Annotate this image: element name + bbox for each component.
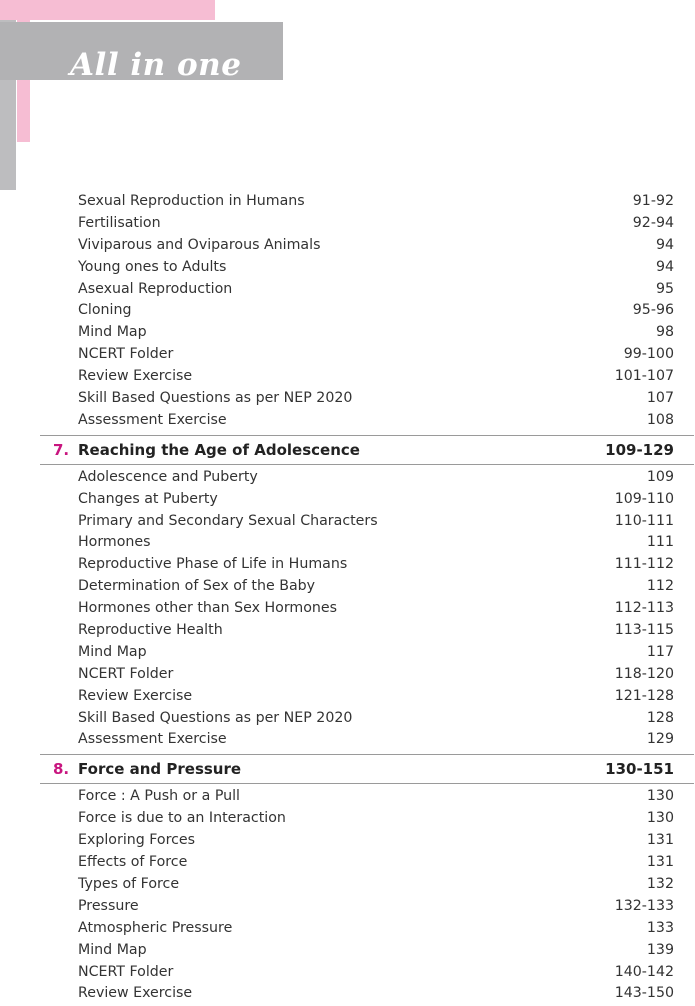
- toc-entry-title: Young ones to Adults: [78, 258, 227, 275]
- toc-entry-pages: 121-128: [614, 687, 674, 704]
- toc-entry[interactable]: [40, 214, 694, 236]
- toc-entry-pages: 131: [646, 854, 674, 871]
- toc-entry[interactable]: [40, 577, 694, 599]
- table-of-contents: [40, 192, 694, 1006]
- toc-entry-title: Types of Force: [78, 875, 180, 892]
- toc-entry-title: Skill Based Questions as per NEP 2020: [78, 390, 353, 407]
- toc-entry[interactable]: [40, 490, 694, 512]
- toc-entry-pages: 128: [646, 709, 674, 726]
- toc-entry[interactable]: [40, 809, 694, 831]
- toc-entry-pages: 140-142: [614, 963, 674, 980]
- toc-entry-title: Pressure: [78, 897, 139, 914]
- toc-entry[interactable]: [40, 831, 694, 853]
- chapter-pages: 109-129: [605, 440, 674, 459]
- toc-entry-title: Effects of Force: [78, 854, 188, 871]
- toc-entry-title: Mind Map: [78, 643, 147, 660]
- toc-entry[interactable]: [40, 621, 694, 643]
- toc-entry-title: Hormones: [78, 534, 151, 551]
- toc-entry-pages: 143-150: [614, 985, 674, 1002]
- toc-entry-title: Assessment Exercise: [78, 411, 227, 428]
- toc-entry[interactable]: [40, 468, 694, 490]
- toc-entry-pages: 101-107: [614, 368, 674, 385]
- toc-entry-title: Hormones other than Sex Hormones: [78, 600, 338, 617]
- toc-entry-pages: 113-115: [614, 622, 674, 639]
- toc-entry[interactable]: [40, 665, 694, 687]
- toc-entry-title: Adolescence and Puberty: [78, 468, 258, 485]
- chapter-8-entries: [40, 787, 694, 1006]
- toc-entry[interactable]: [40, 258, 694, 280]
- toc-entry-pages: 109-110: [614, 490, 674, 507]
- toc-entry[interactable]: [40, 301, 694, 323]
- toc-entry-pages: 132: [646, 875, 674, 892]
- toc-entry-title: Force is due to an Interaction: [78, 810, 286, 827]
- toc-entry[interactable]: [40, 897, 694, 919]
- brand-logo: All in one: [70, 47, 242, 83]
- toc-entry-title: Sexual Reproduction in Humans: [78, 193, 305, 209]
- toc-entry-pages: 95-96: [632, 302, 674, 319]
- toc-entry[interactable]: [40, 323, 694, 345]
- toc-entry[interactable]: [40, 512, 694, 534]
- toc-entry[interactable]: [40, 533, 694, 555]
- toc-entry[interactable]: [40, 787, 694, 809]
- toc-entry-pages: 112-113: [614, 600, 674, 617]
- toc-entry-title: Cloning: [78, 302, 132, 319]
- brand-tagline: COMPLETE STUDY | COMPLETE PRACTICE | COMPLETE ASSESSMENT: [71, 88, 276, 94]
- toc-entry[interactable]: [40, 963, 694, 985]
- chapter-7-entries: [40, 468, 694, 753]
- toc-entry-title: Changes at Puberty: [78, 490, 218, 507]
- chapter-pages: 130-151: [605, 760, 674, 779]
- chapter-heading-7[interactable]: [40, 435, 694, 465]
- toc-entry-pages: 94: [655, 236, 674, 253]
- toc-entry-title: Reproductive Phase of Life in Humans: [78, 556, 348, 573]
- toc-entry[interactable]: [40, 853, 694, 875]
- toc-entry[interactable]: [40, 555, 694, 577]
- toc-entry-pages: 112: [646, 578, 674, 595]
- chapter-number: 7.: [53, 440, 70, 459]
- toc-entry-title: Fertilisation: [78, 214, 161, 231]
- toc-entry-title: NCERT Folder: [78, 346, 174, 363]
- toc-entry-title: Primary and Secondary Sexual Characters: [78, 512, 378, 529]
- chapter-title: Force and Pressure: [78, 760, 242, 779]
- toc-entry-title: Skill Based Questions as per NEP 2020: [78, 709, 353, 726]
- toc-entry-pages: 139: [646, 941, 674, 958]
- toc-entry-title: Reproductive Health: [78, 622, 223, 639]
- toc-entry[interactable]: [40, 687, 694, 709]
- toc-entry[interactable]: [40, 643, 694, 665]
- toc-entry[interactable]: [40, 367, 694, 389]
- toc-entry[interactable]: [40, 192, 694, 214]
- toc-entry-title: Force : A Push or a Pull: [78, 788, 240, 805]
- toc-entry-pages: 107: [646, 390, 674, 407]
- toc-entry-pages: 111-112: [614, 556, 674, 573]
- toc-entry[interactable]: [40, 709, 694, 731]
- toc-entry-title: Review Exercise: [78, 985, 193, 1002]
- toc-entry-title: Review Exercise: [78, 687, 193, 704]
- toc-entry-pages: 92-94: [632, 214, 674, 231]
- toc-entry-pages: 130: [646, 810, 674, 827]
- toc-entry-pages: 108: [646, 411, 674, 428]
- toc-entry-pages: 132-133: [614, 897, 674, 914]
- toc-entry[interactable]: [40, 345, 694, 367]
- toc-entry-pages: 110-111: [614, 512, 674, 529]
- toc-entry-title: NCERT Folder: [78, 665, 174, 682]
- toc-entry-pages: 98: [655, 324, 674, 341]
- toc-entry-title: Assessment Exercise: [78, 731, 227, 748]
- toc-entry[interactable]: [40, 730, 694, 752]
- toc-entry-title: Viviparous and Oviparous Animals: [78, 236, 321, 253]
- toc-entry[interactable]: [40, 280, 694, 302]
- toc-entry[interactable]: [40, 389, 694, 411]
- toc-entry-title: Atmospheric Pressure: [78, 919, 233, 936]
- toc-entry-pages: 118-120: [614, 665, 674, 682]
- chapter-heading-8[interactable]: [40, 754, 694, 784]
- toc-entry-pages: 130: [646, 788, 674, 805]
- toc-entry-title: Review Exercise: [78, 368, 193, 385]
- toc-entry-pages: 95: [655, 280, 674, 297]
- toc-entry-title: Mind Map: [78, 324, 147, 341]
- toc-entry[interactable]: [40, 875, 694, 897]
- toc-entry-pages: 94: [655, 258, 674, 275]
- toc-entry[interactable]: [40, 236, 694, 258]
- toc-entry-pages: 129: [646, 731, 674, 748]
- toc-entry-pages: 109: [646, 468, 674, 485]
- toc-entry[interactable]: [40, 919, 694, 941]
- toc-entry-pages: 99-100: [623, 346, 674, 363]
- previous-chapter-entries: [40, 192, 694, 433]
- chapter-title: Reaching the Age of Adolescence: [78, 440, 360, 459]
- brand-logo-box: [0, 22, 283, 94]
- toc-entry[interactable]: [40, 941, 694, 963]
- toc-entry-pages: 117: [646, 643, 674, 660]
- toc-entry-pages: 133: [646, 919, 674, 936]
- toc-entry-title: Determination of Sex of the Baby: [78, 578, 316, 595]
- toc-entry[interactable]: [40, 599, 694, 621]
- toc-entry[interactable]: [40, 984, 694, 1006]
- toc-entry-pages: 91-92: [632, 193, 674, 209]
- header-pink-bar: [0, 0, 215, 20]
- toc-entry-pages: 111: [646, 534, 674, 551]
- chapter-number: 8.: [53, 760, 70, 779]
- toc-entry-title: NCERT Folder: [78, 963, 174, 980]
- toc-entry-pages: 131: [646, 832, 674, 849]
- toc-entry-title: Mind Map: [78, 941, 147, 958]
- toc-entry-title: Asexual Reproduction: [78, 280, 233, 297]
- toc-entry[interactable]: [40, 411, 694, 433]
- toc-entry-title: Exploring Forces: [78, 832, 196, 849]
